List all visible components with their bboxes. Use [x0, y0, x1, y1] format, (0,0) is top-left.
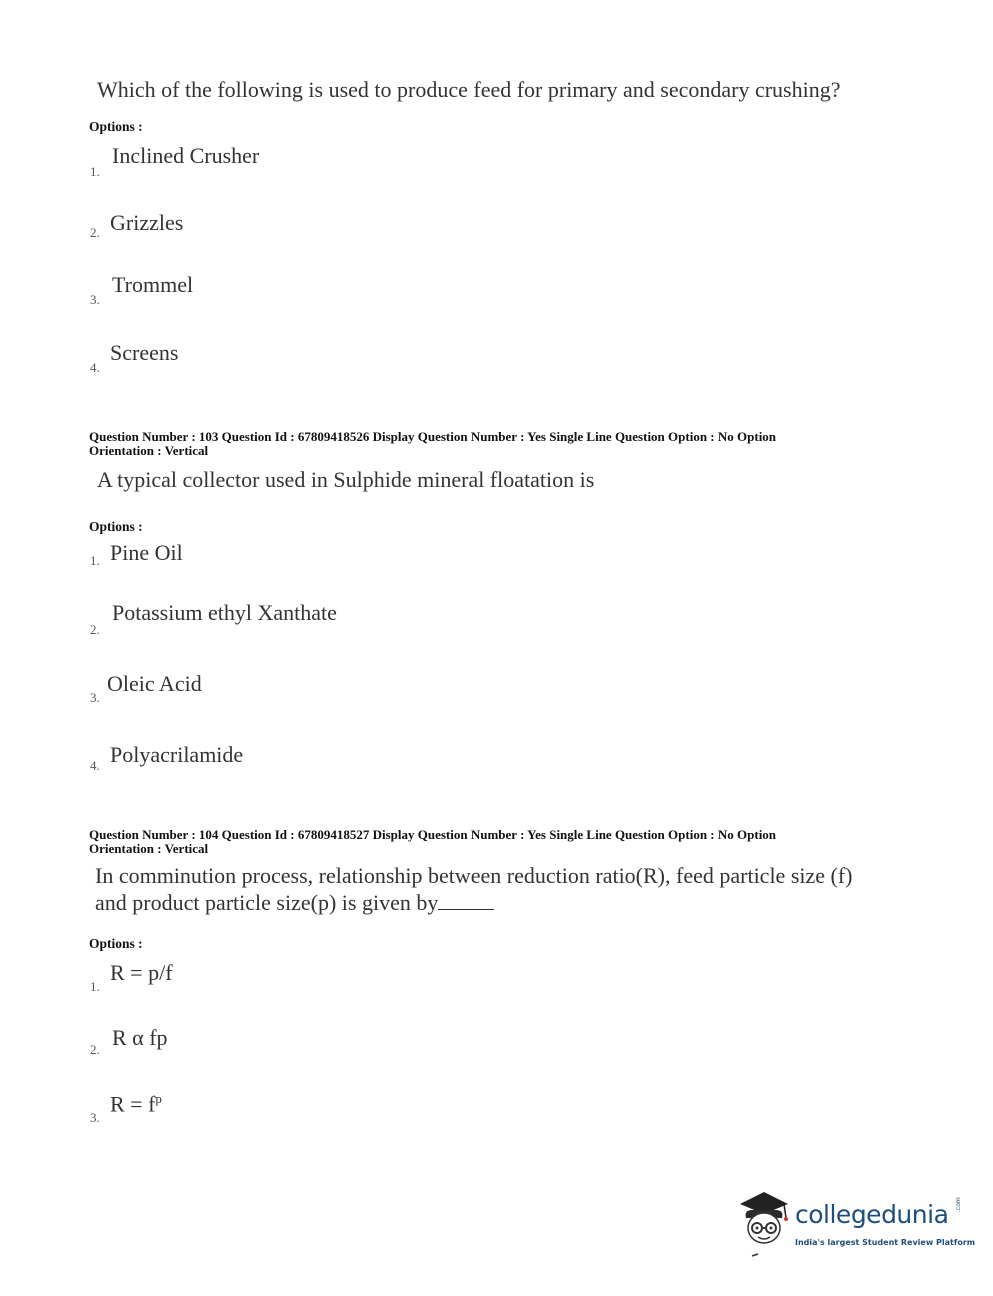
question-text: Which of the following is used to produce feed for primary and secondary crushing?	[97, 77, 841, 102]
student-mascot-icon	[734, 1188, 794, 1260]
options-label: Options :	[89, 936, 143, 951]
option-text-base: R = f	[110, 1091, 156, 1117]
question-text: In comminution process, relationship between reduction ratio(R), feed particle size (f)	[95, 863, 853, 888]
option-number: 1.	[90, 553, 100, 568]
option-text: R α fp	[112, 1025, 168, 1050]
option-text: Potassium ethyl Xanthate	[112, 600, 337, 625]
answer-blank	[438, 891, 494, 910]
logo-tagline: India's largest Student Review Platform	[795, 1238, 976, 1247]
option-text: Inclined Crusher	[112, 143, 260, 168]
option-number: 4.	[90, 360, 100, 375]
option-text: Trommel	[112, 272, 194, 297]
option-number: 4.	[90, 758, 100, 773]
option-number: 3.	[90, 292, 100, 307]
logo-wordmark: collegedunia	[795, 1200, 949, 1229]
question-text-line2	[95, 890, 494, 916]
option-number: 3.	[90, 690, 100, 705]
option-number: 2.	[90, 1042, 100, 1057]
option-text: Grizzles	[110, 210, 184, 235]
option-text: Screens	[110, 340, 179, 365]
question-text: and product particle size(p) is given by	[95, 890, 439, 915]
option-number: 1.	[90, 979, 100, 994]
option-text: Polyacrilamide	[110, 742, 244, 767]
question-meta-line: Orientation : Vertical	[89, 443, 209, 458]
option-number: 1.	[90, 164, 100, 179]
option-text: Oleic Acid	[107, 671, 202, 696]
option-text: Pine Oil	[110, 540, 183, 565]
option-text: R = p/f	[110, 960, 173, 985]
question-meta	[89, 430, 776, 458]
option-text-superscript: p	[155, 1091, 162, 1106]
option-number: 3.	[90, 1110, 100, 1125]
options-label: Options :	[89, 119, 143, 134]
collegedunia-logo	[734, 1188, 976, 1260]
question-meta-line: Question Number : 103 Question Id : 67809418526 Display Question Number : Yes Single Line Question Option : No Option	[89, 429, 777, 444]
question-text: A typical collector used in Sulphide mineral floatation is	[97, 467, 595, 492]
question-meta	[89, 828, 776, 856]
question-meta-line: Question Number : 104 Question Id : 67809418527 Display Question Number : Yes Single Line Question Option : No Option	[89, 827, 777, 842]
option-number: 2.	[90, 622, 100, 637]
options-label: Options :	[89, 519, 143, 534]
option-number: 2.	[90, 225, 100, 240]
logo-dotcom: .com	[955, 1197, 962, 1212]
question-meta-line: Orientation : Vertical	[89, 841, 209, 856]
option-text	[110, 1091, 162, 1117]
